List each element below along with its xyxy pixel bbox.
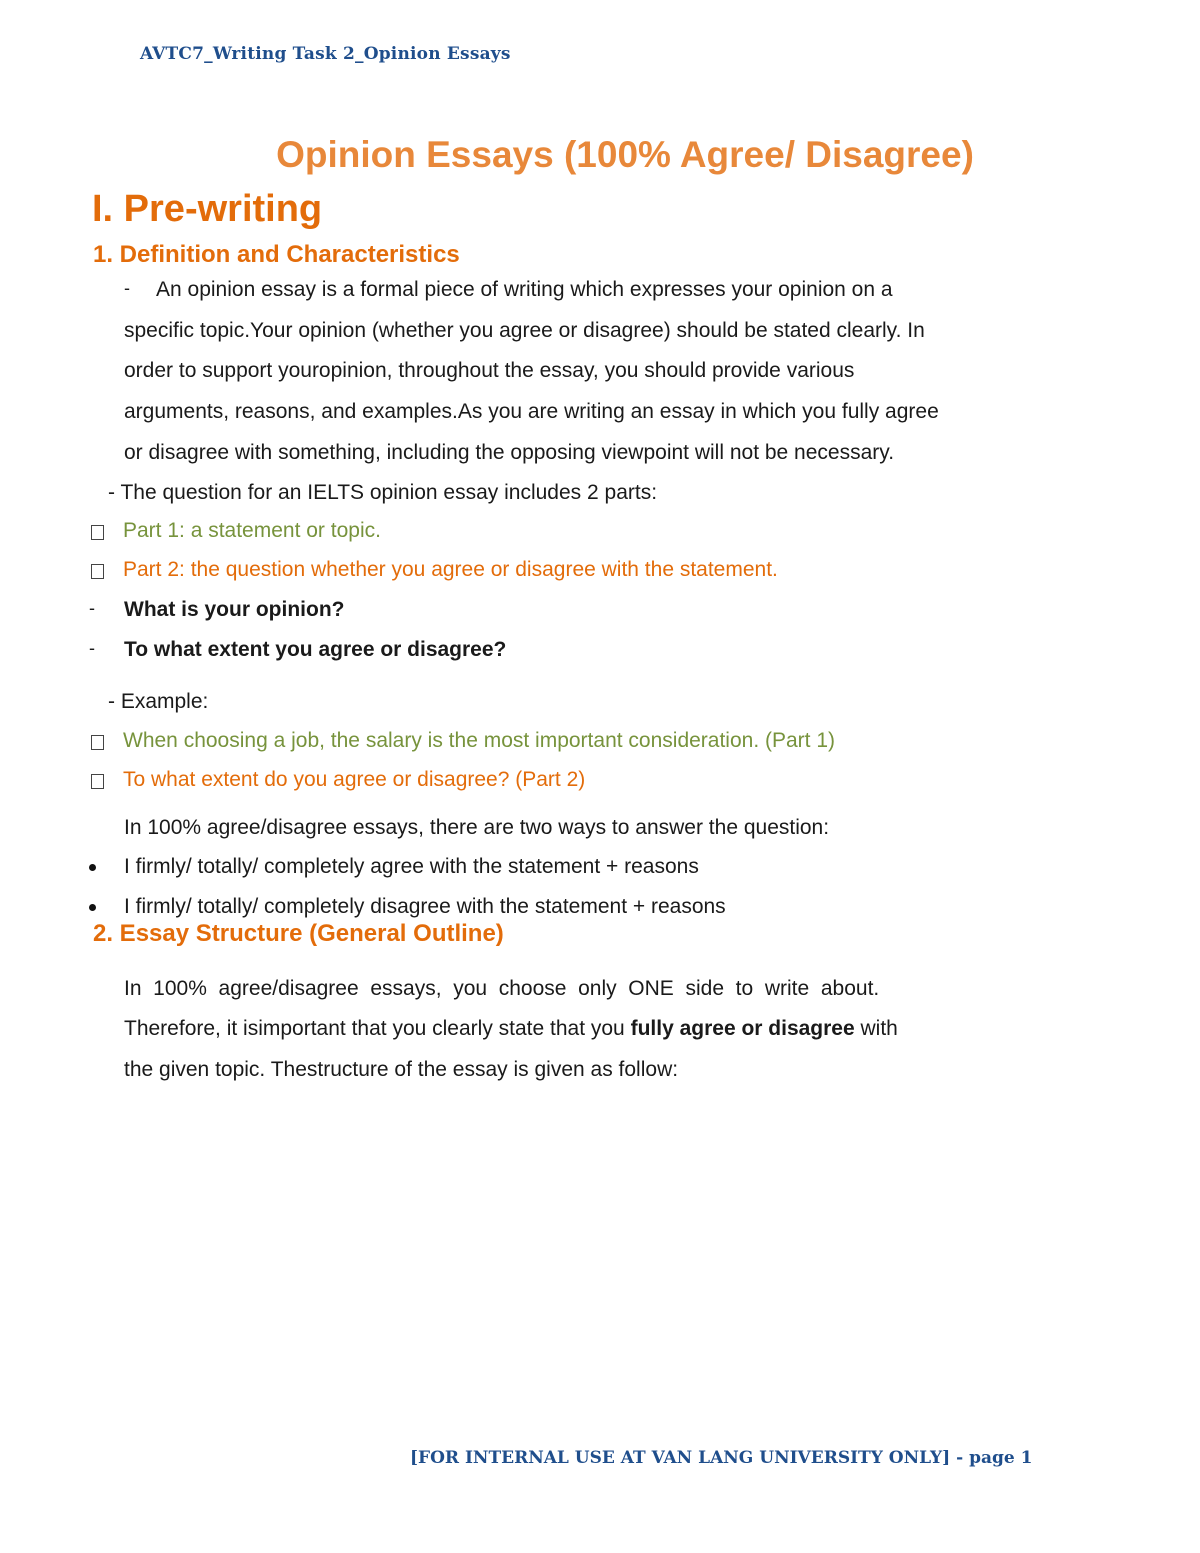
checkbox-icon: [91, 735, 104, 750]
example-part-1: When choosing a job, the salary is the most important consideration. (Part 1): [123, 729, 836, 752]
definition-line-4: arguments, reasons, and examples.As you are writing an essay in which you fully agree: [124, 400, 939, 423]
subheading-essay-structure: 2. Essay Structure (General Outline): [93, 920, 504, 947]
checkbox-icon: [91, 774, 104, 789]
structure-line-2: [124, 1017, 898, 1041]
bullet-icon: [89, 904, 96, 911]
definition-line-5: or disagree with something, including the opposing viewpoint will not be necessary.: [124, 441, 895, 464]
way-2-item: I firmly/ totally/ completely disagree with the statement + reasons: [124, 895, 726, 918]
example-part-2: To what extent do you agree or disagree? (Part 2): [123, 768, 586, 791]
question-intro: - The question for an IELTS opinion essay includes 2 parts:: [108, 481, 658, 504]
part-2-item: Part 2: the question whether you agree or disagree with the statement.: [123, 558, 778, 581]
definition-line-2: specific topic.Your opinion (whether you agree or disagree) should be stated clearly. In: [124, 319, 925, 342]
part-1-item: Part 1: a statement or topic.: [123, 519, 381, 542]
bullet-icon: [89, 864, 96, 871]
section-heading-prewriting: I. Pre-writing: [92, 188, 323, 230]
list-dash: -: [89, 598, 95, 618]
structure-emphasis: fully agree or disagree: [630, 1017, 855, 1040]
footer-notice: [FOR INTERNAL USE AT VAN LANG UNIVERSITY ONLY]: [410, 1448, 951, 1468]
checkbox-icon: [91, 564, 104, 579]
question-what-opinion: What is your opinion?: [124, 598, 345, 621]
list-dash: -: [89, 638, 95, 658]
page-title: Opinion Essays (100% Agree/ Disagree): [276, 134, 974, 175]
structure-line-1: In 100% agree/disagree essays, you choose only ONE side to write about.: [124, 977, 880, 1000]
structure-line-2-start: Therefore, it isimportant that you clearly state that you: [124, 1017, 631, 1040]
checkbox-icon: [91, 525, 104, 540]
list-dash: -: [124, 278, 130, 298]
footer-page-number: - page 1: [950, 1448, 1033, 1468]
definition-line-1: An opinion essay is a formal piece of writing which expresses your opinion on a: [156, 278, 893, 301]
way-1-item: I firmly/ totally/ completely agree with the statement + reasons: [124, 855, 699, 878]
document-header: AVTC7_Writing Task 2_Opinion Essays: [140, 44, 511, 64]
subheading-definition: 1. Definition and Characteristics: [93, 241, 460, 268]
example-label: - Example:: [108, 690, 209, 713]
structure-line-3: the given topic. Thestructure of the essay is given as follow:: [124, 1058, 679, 1081]
structure-line-2-end: with: [854, 1017, 898, 1040]
definition-line-3: order to support youropinion, throughout the essay, you should provide various: [124, 359, 855, 382]
ways-intro: In 100% agree/disagree essays, there are two ways to answer the question:: [124, 816, 830, 839]
document-footer: [410, 1448, 1032, 1468]
question-what-extent: To what extent you agree or disagree?: [124, 638, 507, 661]
